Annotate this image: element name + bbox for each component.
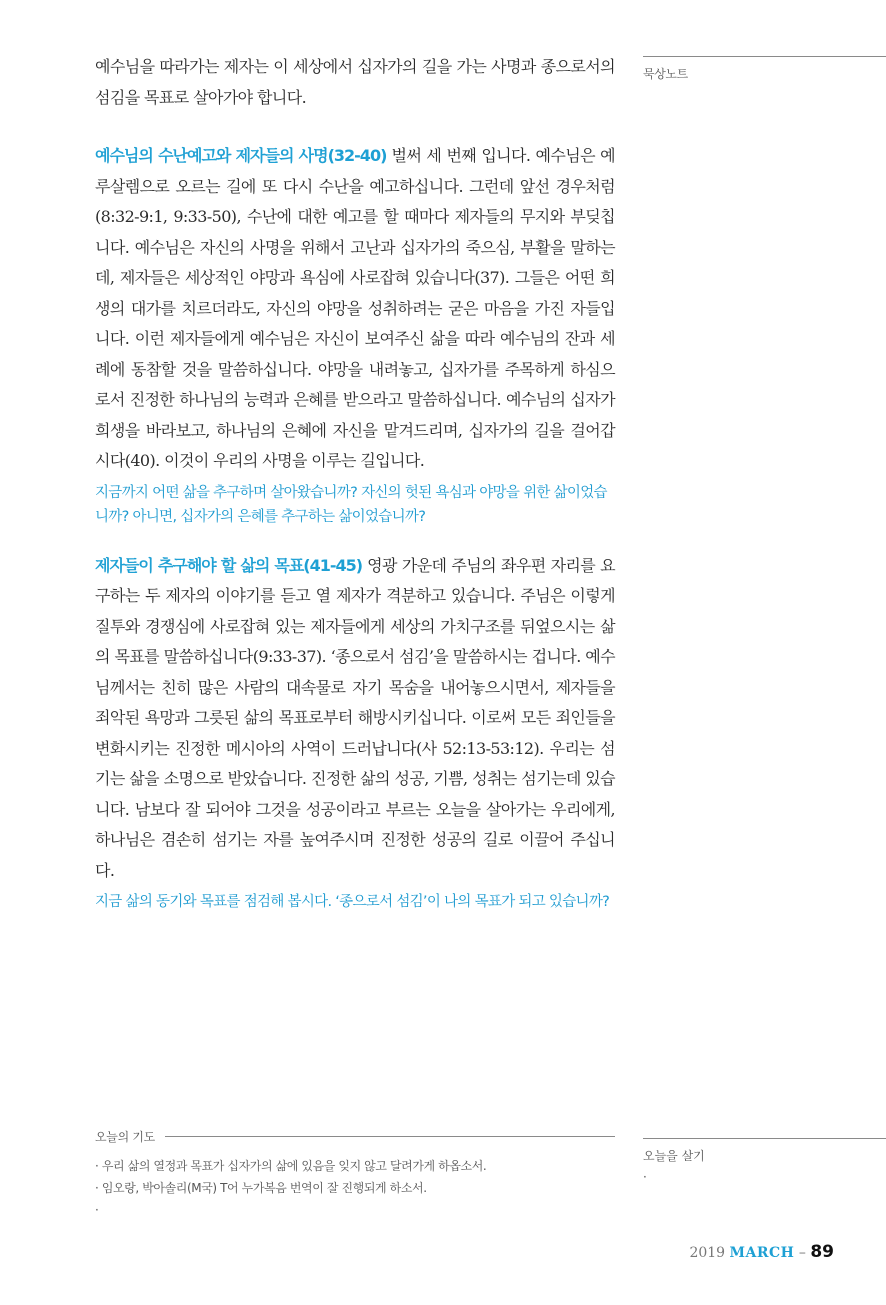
prayer-item: · 임오랑, 박아솔리(M국) T어 누가복음 번역이 잘 진행되게 하소서. xyxy=(95,1181,427,1195)
living-today-sidebar xyxy=(643,1138,886,1184)
section-1-paragraph xyxy=(95,141,615,477)
footer-month: MARCH xyxy=(729,1245,795,1261)
section-2-paragraph xyxy=(95,551,615,887)
footer-dash: – xyxy=(798,1245,806,1261)
prayer-header xyxy=(95,1128,615,1145)
prayer-item: · xyxy=(95,1203,99,1217)
page-footer xyxy=(689,1242,834,1262)
living-divider xyxy=(643,1138,886,1139)
section-1-question: 지금까지 어떤 삶을 추구하며 살아왔습니까? 자신의 헛된 욕심과 야망을 위한 삶이었습니까? 아니면, 십자가의 은혜를 추구하는 삶이었습니까? xyxy=(95,484,607,525)
sidebar-divider xyxy=(643,56,886,57)
section-2-body: 영광 가운데 주님의 좌우편 자리를 요구하는 두 제자의 이야기를 듣고 열 제자가 격분하고 있습니다. 주님은 이렇게 질투와 경쟁심에 사로잡혀 있는 제자들에게 세상의 가치구조를 뒤엎으시는 삶의 목표를 말씀하십니다(9:33-37). ‘종으로서 섬김’을 말씀하시는 겁니다. 예수님께서는 친히 많은 사람의 대속물로 자기 목숨을 내어놓으시면서, 제자들을 죄악된 욕망과 그릇된 삶의 목표로부터 해방시키십니다. 이로써 모든 죄인들을 변화시키는 진정한 메시아의 사역이 드러납니다(사 52:13-53:12). 우리는 섬기는 삶을 소명으로 받았습니다. 진정한 삶의 성공, 기쁨, 성취는 섬기는데 있습니다. 남보다 잘 되어야 그것을 성공이라고 부르는 오늘을 살아가는 우리에게, 하나님은 겸손히 섬기는 자를 높여주시며 진정한 성공의 길로 이끌어 주십니다. xyxy=(95,555,615,880)
intro-paragraph: 예수님을 따라가는 제자는 이 세상에서 십자가의 길을 가는 사명과 종으로서의 섬김을 목표로 살아가야 합니다. xyxy=(95,57,615,107)
todays-prayer xyxy=(95,1128,615,1221)
meditation-notes-sidebar xyxy=(643,56,886,82)
section-1 xyxy=(95,141,615,529)
living-today-bullet: · xyxy=(643,1170,647,1184)
main-column xyxy=(95,52,615,936)
page-number: 89 xyxy=(810,1242,834,1262)
section-1-heading: 예수님의 수난예고와 제자들의 사명(32-40) xyxy=(95,146,387,165)
footer-year: 2019 xyxy=(689,1245,726,1261)
prayer-list xyxy=(95,1155,615,1221)
prayer-divider xyxy=(165,1136,615,1137)
meditation-notes-label: 묵상노트 xyxy=(643,67,688,81)
section-2-heading: 제자들이 추구해야 할 삶의 목표(41-45) xyxy=(95,555,363,575)
section-1-body: 벌써 세 번째 입니다. 예수님은 예루살렘으로 오르는 길에 또 다시 수난을 예고하십니다. 그런데 앞선 경우처럼(8:32-9:1, 9:33-50), 수난에 대한 예고를 할 때마다 제자들의 무지와 부딪칩니다. 예수님은 자신의 사명을 위해서 고난과 십자가의 죽으심, 부활을 말하는데, 제자들은 세상적인 야망과 욕심에 사로잡혀 있습니다(37). 그들은 어떤 희생의 대가를 치르더라도, 자신의 야망을 성취하려는 굳은 마음을 가진 자들입니다. 이런 제자들에게 예수님은 자신이 보여주신 삶을 따라 예수님의 잔과 세례에 동참할 것을 말씀하십니다. 야망을 내려놓고, 십자가를 주목하게 하심으로서 진정한 하나님의 능력과 은혜를 받으라고 말씀하십니다. 예수님의 십자가 희생을 바라보고, 하나님의 은혜에 자신을 맡겨드리며, 십자가의 길을 걸어갑시다(40). 이것이 우리의 사명을 이루는 길입니다. xyxy=(95,146,615,470)
prayer-item: · 우리 삶의 열정과 목표가 십자가의 삶에 있음을 잊지 않고 달려가게 하옵소서. xyxy=(95,1159,487,1173)
living-today-label: 오늘을 살기 xyxy=(643,1149,705,1163)
prayer-title: 오늘의 기도 xyxy=(95,1130,155,1144)
section-2-question: 지금 삶의 동기와 목표를 점검해 봅시다. ‘종으로서 섬김’이 나의 목표가 되고 있습니까? xyxy=(95,894,610,910)
section-2 xyxy=(95,551,615,915)
